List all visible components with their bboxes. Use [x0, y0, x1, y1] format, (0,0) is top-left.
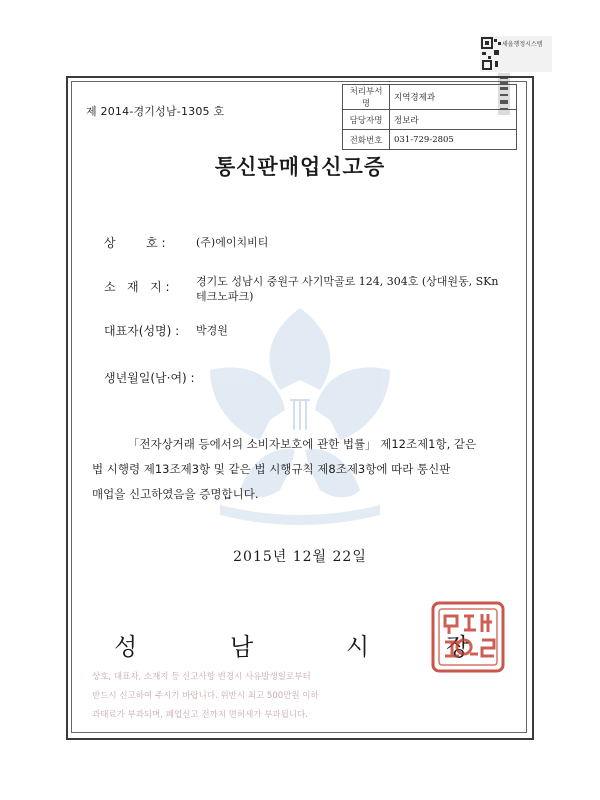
address-value — [196, 274, 498, 304]
phone-value: 031-729-2805 — [390, 130, 517, 150]
statement-line-1: 「전자상거래 등에서의 소비자보호에 관한 법률」 제12조제1항, 같은 — [127, 437, 477, 451]
dept-label: 처리부서명 — [343, 85, 390, 110]
manager-label: 담당자명 — [343, 110, 390, 130]
faint-notice-line-3: 과태료가 부과되며, 폐업신고 전까지 면허세가 부과됩니다. — [92, 710, 308, 720]
birthdate-label: 생년월일(남·여) : — [104, 371, 195, 385]
table-row — [343, 85, 517, 110]
manager-value: 정보라 — [390, 110, 517, 130]
table-row — [343, 110, 517, 130]
faint-notice-line-1: 상호, 대표자, 소재지 등 신고사항 변경시 사유발생일로부터 — [92, 672, 311, 682]
table-row — [343, 130, 517, 150]
qr-caption: 새올행정시스템 — [502, 41, 543, 48]
qr-code — [480, 36, 552, 72]
department-info-table — [342, 84, 517, 150]
address-line-2: 테크노파크) — [196, 290, 254, 303]
phone-label: 전화번호 — [343, 130, 390, 150]
official-seal-stamp — [430, 600, 506, 674]
statement-line-2: 법 시행령 제13조제3항 및 같은 법 시행규칙 제8조제3항에 따라 통신판 — [92, 462, 451, 476]
issuer-char-3: 시 — [346, 633, 370, 661]
address-label: 소 재 지 : — [104, 280, 170, 294]
registration-number: 제 2014-경기성남-1305 호 — [86, 105, 225, 118]
certificate-title: 통신판매업신고증 — [214, 155, 386, 179]
statement-line-3: 매업을 신고하였음을 증명합니다. — [92, 487, 259, 501]
representative-value: 박경원 — [196, 324, 228, 337]
company-value: (주)에이치비티 — [196, 236, 269, 249]
faint-notice — [92, 668, 437, 725]
issuer-char-2: 남 — [230, 633, 254, 661]
faint-notice-line-2: 반드시 신고하여 주시기 바랍니다. 위반시 최고 500만원 이하 — [92, 691, 319, 701]
representative-label: 대표자(성명) : — [104, 324, 180, 338]
dept-value: 지역경제과 — [390, 85, 517, 110]
address-line-1: 경기도 성남시 중원구 사기막골로 124, 304호 (상대원동, SKn — [196, 275, 499, 288]
issuer-suffix: 장 — [446, 633, 470, 661]
issue-date: 2015년 12월 22일 — [233, 549, 367, 565]
company-label: 상 호 : — [104, 236, 166, 250]
certification-statement — [92, 432, 512, 507]
issuer-char-1: 성 — [114, 633, 138, 661]
